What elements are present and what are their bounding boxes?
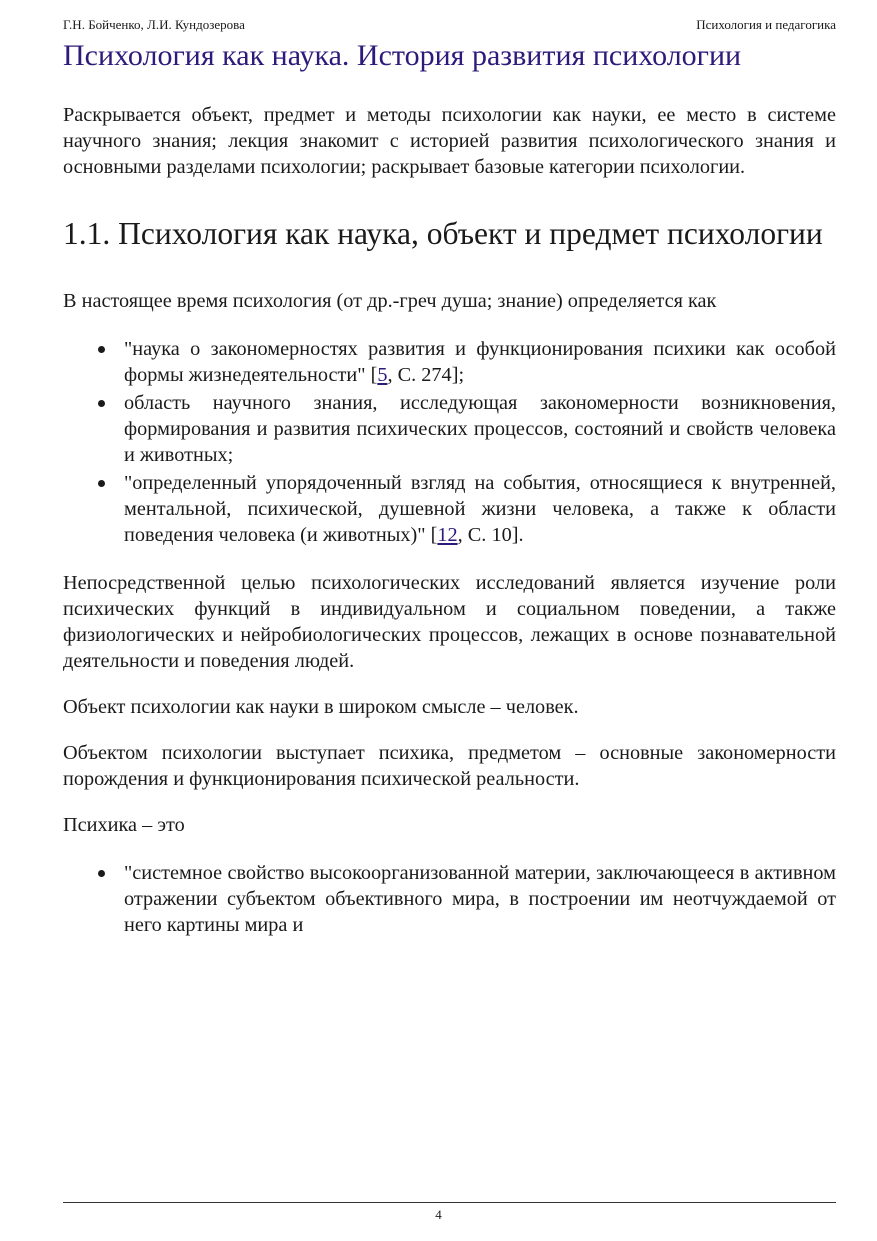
section-heading: 1.1. Психология как наука, объект и предмет психологии	[63, 216, 823, 251]
header-course: Психология и педагогика	[696, 17, 836, 32]
bullet-icon	[98, 400, 105, 407]
citation-link[interactable]: 12	[437, 524, 458, 546]
bullet-icon	[98, 870, 105, 877]
list-item	[63, 336, 836, 388]
intro-paragraph: В настоящее время психология (от др.-греч душа; знание) определяется как	[63, 290, 717, 312]
running-header	[63, 17, 836, 35]
abstract-paragraph: Раскрывается объект, предмет и методы психологии как науки, ее место в системе научного знания; лекция знакомит с историей развития психологического знания и основными разделами психологии; раскрывает базовые категории психологии.	[63, 104, 836, 178]
page-number: 4	[435, 1207, 442, 1222]
object-subject-paragraph: Объектом психологии выступает психика, предметом – основные закономерности порождения и функционирования психической реальности.	[63, 742, 836, 790]
bullet-icon	[98, 480, 105, 487]
bullet-icon	[98, 346, 105, 353]
definition-text: область научного знания, исследующая закономерности возникновения, формирования и развития психических процессов, состояний и свойств человека и животных;	[124, 392, 836, 466]
list-item	[63, 860, 836, 938]
definition-text: "наука о закономерностях развития и функционирования психики как особой формы жизнедеятельности" [	[124, 338, 836, 386]
footer-divider	[63, 1202, 836, 1203]
list-item	[63, 390, 836, 468]
definition-text: "системное свойство высокоорганизованной материи, заключающееся в активном отражении субъектом объективного мира, в построении им неотчуждаемой от него картины мира и	[124, 862, 836, 936]
list-item	[63, 470, 836, 548]
citation-link[interactable]: 5	[377, 364, 388, 386]
definitions-list	[63, 336, 836, 548]
citation-tail: , С. 10].	[457, 524, 524, 546]
psyche-intro-paragraph: Психика – это	[63, 814, 185, 836]
definition-text: "определенный упорядоченный взгляд на события, относящиеся к внутренней, ментальной, психической, душевной жизни человека, а также к области поведения человека (и животных)" [	[124, 472, 836, 546]
main-content	[63, 102, 836, 960]
page-title: Психология как наука. История развития психологии	[63, 39, 742, 72]
psyche-list	[63, 860, 836, 938]
header-authors: Г.Н. Бойченко, Л.И. Кундозерова	[63, 17, 245, 32]
citation-tail: , С. 274];	[387, 364, 465, 386]
goal-paragraph: Непосредственной целью психологических исследований является изучение роли психических функций в индивидуальном и социальном поведении, а также физиологических и нейробиологических процессов, лежащих в основе познавательной деятельности и поведения людей.	[63, 572, 836, 672]
object-broad-paragraph: Объект психологии как науки в широком смысле – человек.	[63, 696, 579, 718]
